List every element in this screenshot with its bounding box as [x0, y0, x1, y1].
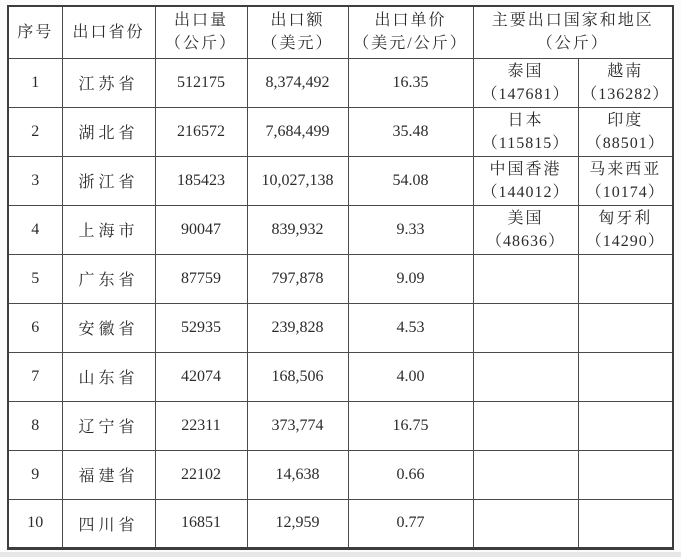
cell-price: 9.33 — [348, 205, 473, 254]
cell-province: 辽宁省 — [62, 401, 155, 450]
cell-province: 湖北省 — [62, 107, 155, 156]
export-statistics-table — [7, 5, 674, 550]
cell-country-2-quantity: （88501） — [585, 134, 665, 152]
cell-volume: 22311 — [155, 401, 247, 450]
cell-country-1 — [473, 107, 578, 156]
cell-index: 1 — [8, 58, 62, 107]
cell-country-1-name: 美国 — [507, 209, 544, 227]
cell-country-1 — [473, 352, 578, 401]
cell-country-2-quantity: （14290） — [585, 232, 665, 250]
cell-volume: 42074 — [155, 352, 247, 401]
table-row — [8, 107, 673, 156]
header-value-unit: （美元） — [261, 35, 334, 53]
cell-index: 2 — [8, 107, 62, 156]
cell-price: 16.35 — [348, 58, 473, 107]
cell-price: 16.75 — [348, 401, 473, 450]
header-province-label: 出口省份 — [72, 23, 145, 41]
cell-price: 9.09 — [348, 254, 473, 303]
cell-price: 54.08 — [348, 156, 473, 205]
table-row — [8, 499, 673, 548]
cell-country-1 — [473, 401, 578, 450]
header-unit-price-label: 出口单价 — [374, 12, 447, 30]
cell-province: 浙江省 — [62, 156, 155, 205]
cell-index: 3 — [8, 156, 62, 205]
cell-country-2 — [578, 499, 673, 548]
cell-province: 江苏省 — [62, 58, 155, 107]
header-volume — [155, 6, 247, 58]
cell-country-1-name: 中国香港 — [489, 160, 562, 178]
cell-province: 安徽省 — [62, 303, 155, 352]
cell-country-1-quantity: （144012） — [481, 183, 570, 201]
cell-index: 5 — [8, 254, 62, 303]
cell-country-1 — [473, 303, 578, 352]
cell-country-2-name: 印度 — [607, 111, 644, 129]
cell-volume: 90047 — [155, 205, 247, 254]
cell-country-1 — [473, 499, 578, 548]
header-index-label: 序号 — [17, 23, 54, 41]
cell-country-2 — [578, 107, 673, 156]
cell-province: 福建省 — [62, 450, 155, 499]
header-volume-label: 出口量 — [173, 12, 228, 30]
cell-index: 6 — [8, 303, 62, 352]
cell-volume: 185423 — [155, 156, 247, 205]
cell-country-2-quantity: （136282） — [581, 85, 670, 103]
cell-province: 山东省 — [62, 352, 155, 401]
cell-country-2 — [578, 156, 673, 205]
header-value — [247, 6, 348, 58]
table-row — [8, 156, 673, 205]
cell-country-1 — [473, 205, 578, 254]
header-unit-price-unit: （美元/公斤） — [353, 35, 468, 53]
cell-country-2 — [578, 58, 673, 107]
cell-country-1-quantity: （48636） — [485, 232, 565, 250]
cell-value: 14,638 — [247, 450, 348, 499]
cell-value: 373,774 — [247, 401, 348, 450]
cell-price: 0.66 — [348, 450, 473, 499]
cell-country-2 — [578, 205, 673, 254]
cell-country-2-name: 马来西亚 — [589, 160, 662, 178]
table-row — [8, 254, 673, 303]
cell-country-1-quantity: （147681） — [481, 85, 570, 103]
cell-index: 8 — [8, 401, 62, 450]
cell-province: 四川省 — [62, 499, 155, 548]
table-row — [8, 303, 673, 352]
cell-price: 4.00 — [348, 352, 473, 401]
cell-value: 7,684,499 — [247, 107, 348, 156]
cell-price: 0.77 — [348, 499, 473, 548]
table-row — [8, 58, 673, 107]
page-bottom-edge — [0, 552, 681, 557]
cell-country-2 — [578, 401, 673, 450]
cell-price: 35.48 — [348, 107, 473, 156]
cell-country-2-quantity: （10174） — [585, 183, 665, 201]
cell-country-2 — [578, 352, 673, 401]
cell-value: 8,374,492 — [247, 58, 348, 107]
cell-country-1-name: 日本 — [507, 111, 544, 129]
cell-volume: 216572 — [155, 107, 247, 156]
cell-value: 10,027,138 — [247, 156, 348, 205]
cell-country-2 — [578, 450, 673, 499]
header-main-countries-label: 主要出口国家和地区 — [491, 12, 654, 30]
header-value-label: 出口额 — [270, 12, 325, 30]
cell-index: 7 — [8, 352, 62, 401]
cell-country-2-name: 越南 — [607, 62, 644, 80]
cell-country-2 — [578, 254, 673, 303]
header-main-countries-unit: （公斤） — [536, 35, 609, 53]
cell-volume: 52935 — [155, 303, 247, 352]
header-unit-price — [348, 6, 473, 58]
table-body — [8, 58, 673, 548]
cell-value: 12,959 — [247, 499, 348, 548]
cell-country-2 — [578, 303, 673, 352]
cell-volume: 22102 — [155, 450, 247, 499]
cell-province: 上海市 — [62, 205, 155, 254]
cell-country-2-name: 匈牙利 — [598, 209, 653, 227]
cell-country-1 — [473, 254, 578, 303]
cell-country-1 — [473, 156, 578, 205]
cell-country-1 — [473, 58, 578, 107]
header-volume-unit: （公斤） — [164, 35, 237, 53]
table-row — [8, 205, 673, 254]
cell-country-1 — [473, 450, 578, 499]
cell-value: 839,932 — [247, 205, 348, 254]
cell-volume: 512175 — [155, 58, 247, 107]
table-row — [8, 450, 673, 499]
cell-index: 9 — [8, 450, 62, 499]
cell-province: 广东省 — [62, 254, 155, 303]
table-row — [8, 352, 673, 401]
cell-index: 4 — [8, 205, 62, 254]
cell-volume: 87759 — [155, 254, 247, 303]
cell-value: 239,828 — [247, 303, 348, 352]
cell-country-1-quantity: （115815） — [481, 134, 570, 152]
cell-value: 797,878 — [247, 254, 348, 303]
table-header-row — [8, 6, 673, 58]
header-main-countries — [473, 6, 673, 58]
cell-index: 10 — [8, 499, 62, 548]
header-province — [62, 6, 155, 58]
table-row — [8, 401, 673, 450]
header-index — [8, 6, 62, 58]
cell-country-1-name: 泰国 — [507, 62, 544, 80]
cell-price: 4.53 — [348, 303, 473, 352]
cell-volume: 16851 — [155, 499, 247, 548]
cell-value: 168,506 — [247, 352, 348, 401]
